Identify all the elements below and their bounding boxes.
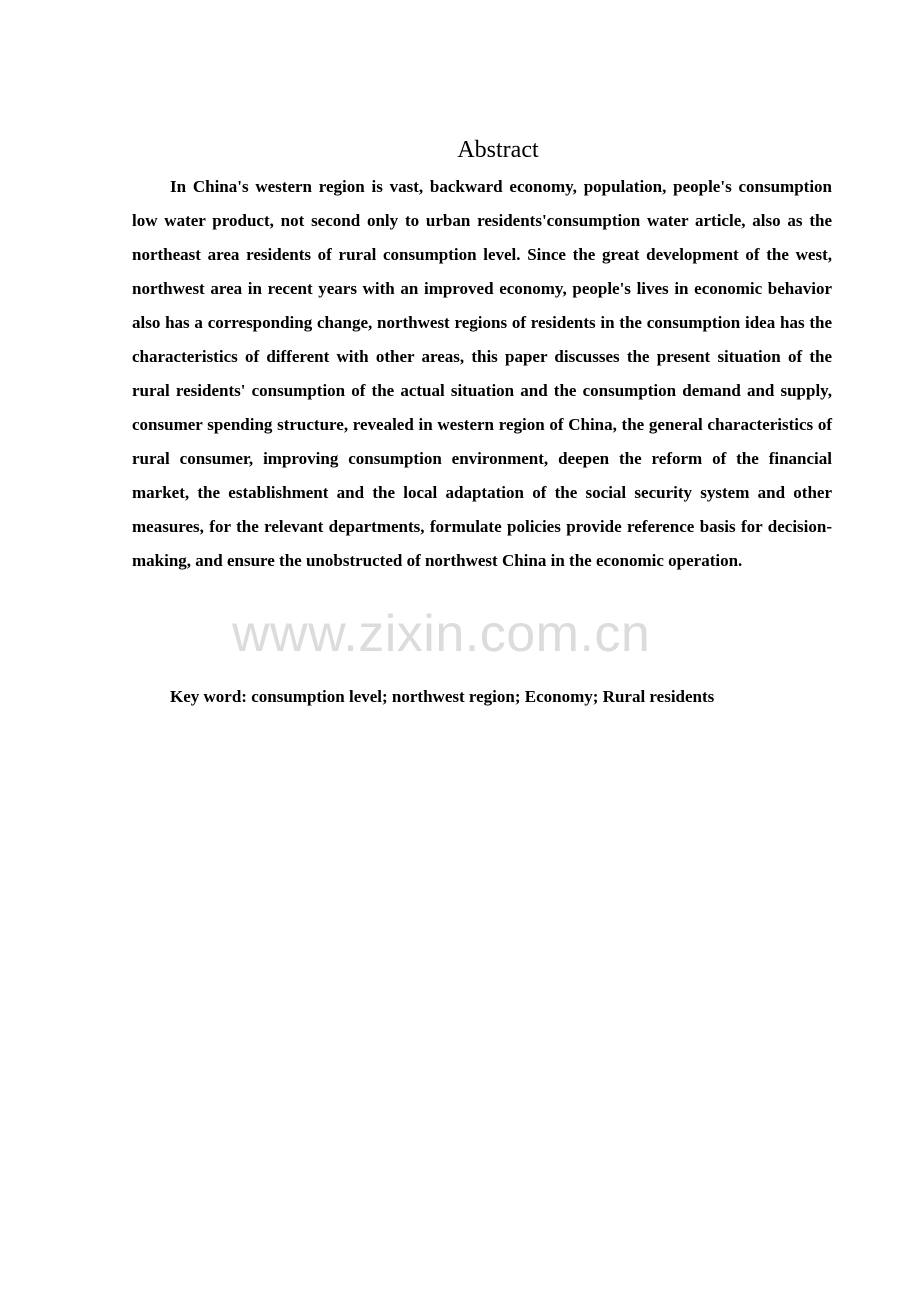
- abstract-body: In China's western region is vast, backward economy, population, people's consumption low water product, not second only to urban residents'consumption water article, also as the northeast area residents of rural consumption level. Since the great development of the west, northwest area in recent years with an improved economy, people's lives in economic behavior also has a corresponding change, northwest regions of residents in the consumption idea has the characteristics of different with other areas, this paper discusses the present situation of the rural residents' consumption of the actual situation and the consumption demand and supply, consumer spending structure, revealed in western region of China, the general characteristics of rural consumer, improving consumption environment, deepen the reform of the financial market, the establishment and the local adaptation of the social security system and other measures, for the relevant departments, formulate policies provide reference basis for decision-making, and ensure the unobstructed of northwest China in the economic operation.: [132, 177, 832, 570]
- keywords-line: Key word: consumption level; northwest region; Economy; Rural residents: [170, 687, 715, 706]
- abstract-title: Abstract: [457, 137, 539, 163]
- watermark: www.zixin.com.cn: [232, 605, 651, 663]
